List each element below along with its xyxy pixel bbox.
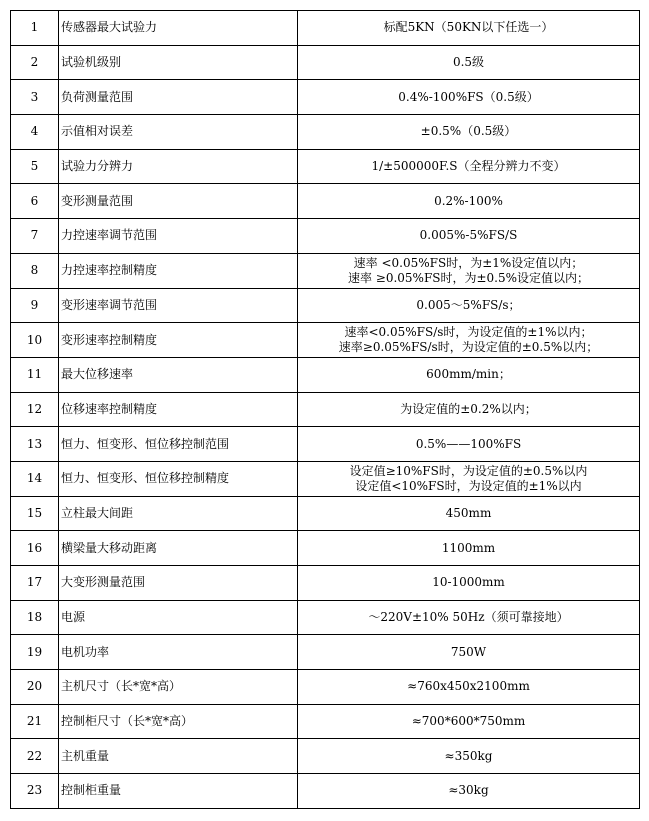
- parameter-value-cell: [298, 184, 640, 219]
- parameter-value-cell: [298, 80, 640, 115]
- parameter-value-cell: [298, 600, 640, 635]
- row-number-cell: 12: [11, 392, 59, 427]
- table-row: [11, 45, 640, 80]
- row-number-cell: 7: [11, 219, 59, 254]
- table-row: [11, 253, 640, 288]
- parameter-name-cell: 最大位移速率: [59, 357, 298, 392]
- parameter-name-cell: 变形速率调节范围: [59, 288, 298, 323]
- parameter-name-cell: 电源: [59, 600, 298, 635]
- row-number-cell: 3: [11, 80, 59, 115]
- table-row: [11, 184, 640, 219]
- parameter-value-cell: [298, 670, 640, 705]
- parameter-name-cell: 恒力、恒变形、恒位移控制范围: [59, 427, 298, 462]
- table-row: [11, 704, 640, 739]
- table-row: [11, 635, 640, 670]
- parameter-value-cell: [298, 392, 640, 427]
- value-line: ≈30kg: [448, 783, 489, 798]
- value-line: ≈700*600*750mm: [411, 714, 526, 729]
- row-number-cell: 9: [11, 288, 59, 323]
- row-number-cell: 22: [11, 739, 59, 774]
- table-row: [11, 670, 640, 705]
- value-line: 0.005%-5%FS/S: [419, 228, 518, 243]
- table-row: [11, 219, 640, 254]
- parameter-name-cell: 大变形测量范围: [59, 566, 298, 601]
- parameter-value-cell: [298, 115, 640, 150]
- row-number-cell: 23: [11, 774, 59, 809]
- table-row: [11, 774, 640, 809]
- value-line: 速率≥0.05%FS/s时，为设定值的±0.5%以内；: [338, 340, 599, 355]
- value-line: 0.5级: [452, 55, 485, 70]
- table-row: [11, 531, 640, 566]
- value-line: 0.5%——100%FS: [415, 436, 522, 451]
- value-line: 为设定值的±0.2%以内；: [400, 401, 537, 416]
- value-line: 速率<0.05%FS/s时，为设定值的±1%以内；: [344, 325, 593, 340]
- parameter-name-cell: 试验力分辨力: [59, 149, 298, 184]
- parameter-name-cell: 试验机级别: [59, 45, 298, 80]
- value-line: ≈350kg: [444, 748, 493, 763]
- value-line: ～220V±10% 50Hz（须可靠接地）: [368, 610, 569, 625]
- parameter-name-cell: 恒力、恒变形、恒位移控制精度: [59, 461, 298, 496]
- table-row: [11, 11, 640, 46]
- parameter-value-cell: [298, 323, 640, 358]
- value-line: 设定值≥10%FS时，为设定值的±0.5%以内: [349, 463, 588, 478]
- spec-table-body: [11, 11, 640, 809]
- parameter-name-cell: 力控速率控制精度: [59, 253, 298, 288]
- parameter-value-cell: [298, 496, 640, 531]
- row-number-cell: 17: [11, 566, 59, 601]
- table-row: [11, 427, 640, 462]
- row-number-cell: 16: [11, 531, 59, 566]
- row-number-cell: 21: [11, 704, 59, 739]
- value-line: 0.2%-100%: [434, 193, 503, 208]
- row-number-cell: 15: [11, 496, 59, 531]
- parameter-name-cell: 立柱最大间距: [59, 496, 298, 531]
- parameter-value-cell: [298, 253, 640, 288]
- parameter-name-cell: 位移速率控制精度: [59, 392, 298, 427]
- table-row: [11, 600, 640, 635]
- value-line: 1/±500000F.S（全程分辨力不变）: [371, 159, 566, 174]
- table-row: [11, 496, 640, 531]
- value-line: 750W: [450, 644, 487, 659]
- table-row: [11, 461, 640, 496]
- parameter-name-cell: 变形测量范围: [59, 184, 298, 219]
- parameter-name-cell: 电机功率: [59, 635, 298, 670]
- row-number-cell: 2: [11, 45, 59, 80]
- table-row: [11, 566, 640, 601]
- table-row: [11, 115, 640, 150]
- parameter-value-cell: [298, 531, 640, 566]
- row-number-cell: 14: [11, 461, 59, 496]
- value-line: 0.4%-100%FS（0.5级）: [398, 89, 539, 104]
- value-line: ≈760x450x2100mm: [407, 679, 530, 694]
- parameter-name-cell: 力控速率调节范围: [59, 219, 298, 254]
- row-number-cell: 6: [11, 184, 59, 219]
- row-number-cell: 13: [11, 427, 59, 462]
- spec-table: [10, 10, 640, 809]
- parameter-value-cell: [298, 704, 640, 739]
- parameter-name-cell: 主机重量: [59, 739, 298, 774]
- row-number-cell: 4: [11, 115, 59, 150]
- parameter-value-cell: [298, 774, 640, 809]
- parameter-value-cell: [298, 739, 640, 774]
- value-line: 10-1000mm: [432, 575, 505, 590]
- parameter-name-cell: 变形速率控制精度: [59, 323, 298, 358]
- parameter-value-cell: [298, 45, 640, 80]
- parameter-value-cell: [298, 288, 640, 323]
- parameter-value-cell: [298, 357, 640, 392]
- table-row: [11, 288, 640, 323]
- parameter-value-cell: [298, 149, 640, 184]
- row-number-cell: 18: [11, 600, 59, 635]
- value-line: 1100mm: [441, 540, 496, 555]
- parameter-value-cell: [298, 219, 640, 254]
- row-number-cell: 5: [11, 149, 59, 184]
- value-line: 600mm/min；: [426, 367, 511, 382]
- value-line: 450mm: [445, 505, 492, 520]
- row-number-cell: 1: [11, 11, 59, 46]
- parameter-name-cell: 示值相对误差: [59, 115, 298, 150]
- parameter-value-cell: [298, 635, 640, 670]
- row-number-cell: 11: [11, 357, 59, 392]
- row-number-cell: 19: [11, 635, 59, 670]
- table-row: [11, 739, 640, 774]
- parameter-name-cell: 横梁量大移动距离: [59, 531, 298, 566]
- parameter-name-cell: 控制柜重量: [59, 774, 298, 809]
- value-line: 设定值<10%FS时，为设定值的±1%以内: [355, 478, 582, 493]
- table-row: [11, 80, 640, 115]
- table-row: [11, 149, 640, 184]
- table-row: [11, 357, 640, 392]
- value-line: 0.005～5%FS/s；: [416, 297, 521, 312]
- parameter-value-cell: [298, 11, 640, 46]
- parameter-name-cell: 主机尺寸（长*宽*高）: [59, 670, 298, 705]
- parameter-value-cell: [298, 461, 640, 496]
- parameter-name-cell: 传感器最大试验力: [59, 11, 298, 46]
- parameter-name-cell: 负荷测量范围: [59, 80, 298, 115]
- row-number-cell: 10: [11, 323, 59, 358]
- table-row: [11, 323, 640, 358]
- value-line: 速率 ≥0.05%FS时，为±0.5%设定值以内；: [347, 270, 590, 285]
- value-line: 标配5KN（50KN以下任选一）: [383, 20, 554, 35]
- value-line: 速率 <0.05%FS时，为±1%设定值以内；: [353, 255, 584, 270]
- table-row: [11, 392, 640, 427]
- parameter-value-cell: [298, 566, 640, 601]
- row-number-cell: 20: [11, 670, 59, 705]
- row-number-cell: 8: [11, 253, 59, 288]
- parameter-name-cell: 控制柜尺寸（长*宽*高）: [59, 704, 298, 739]
- parameter-value-cell: [298, 427, 640, 462]
- value-line: ±0.5%（0.5级）: [420, 124, 517, 139]
